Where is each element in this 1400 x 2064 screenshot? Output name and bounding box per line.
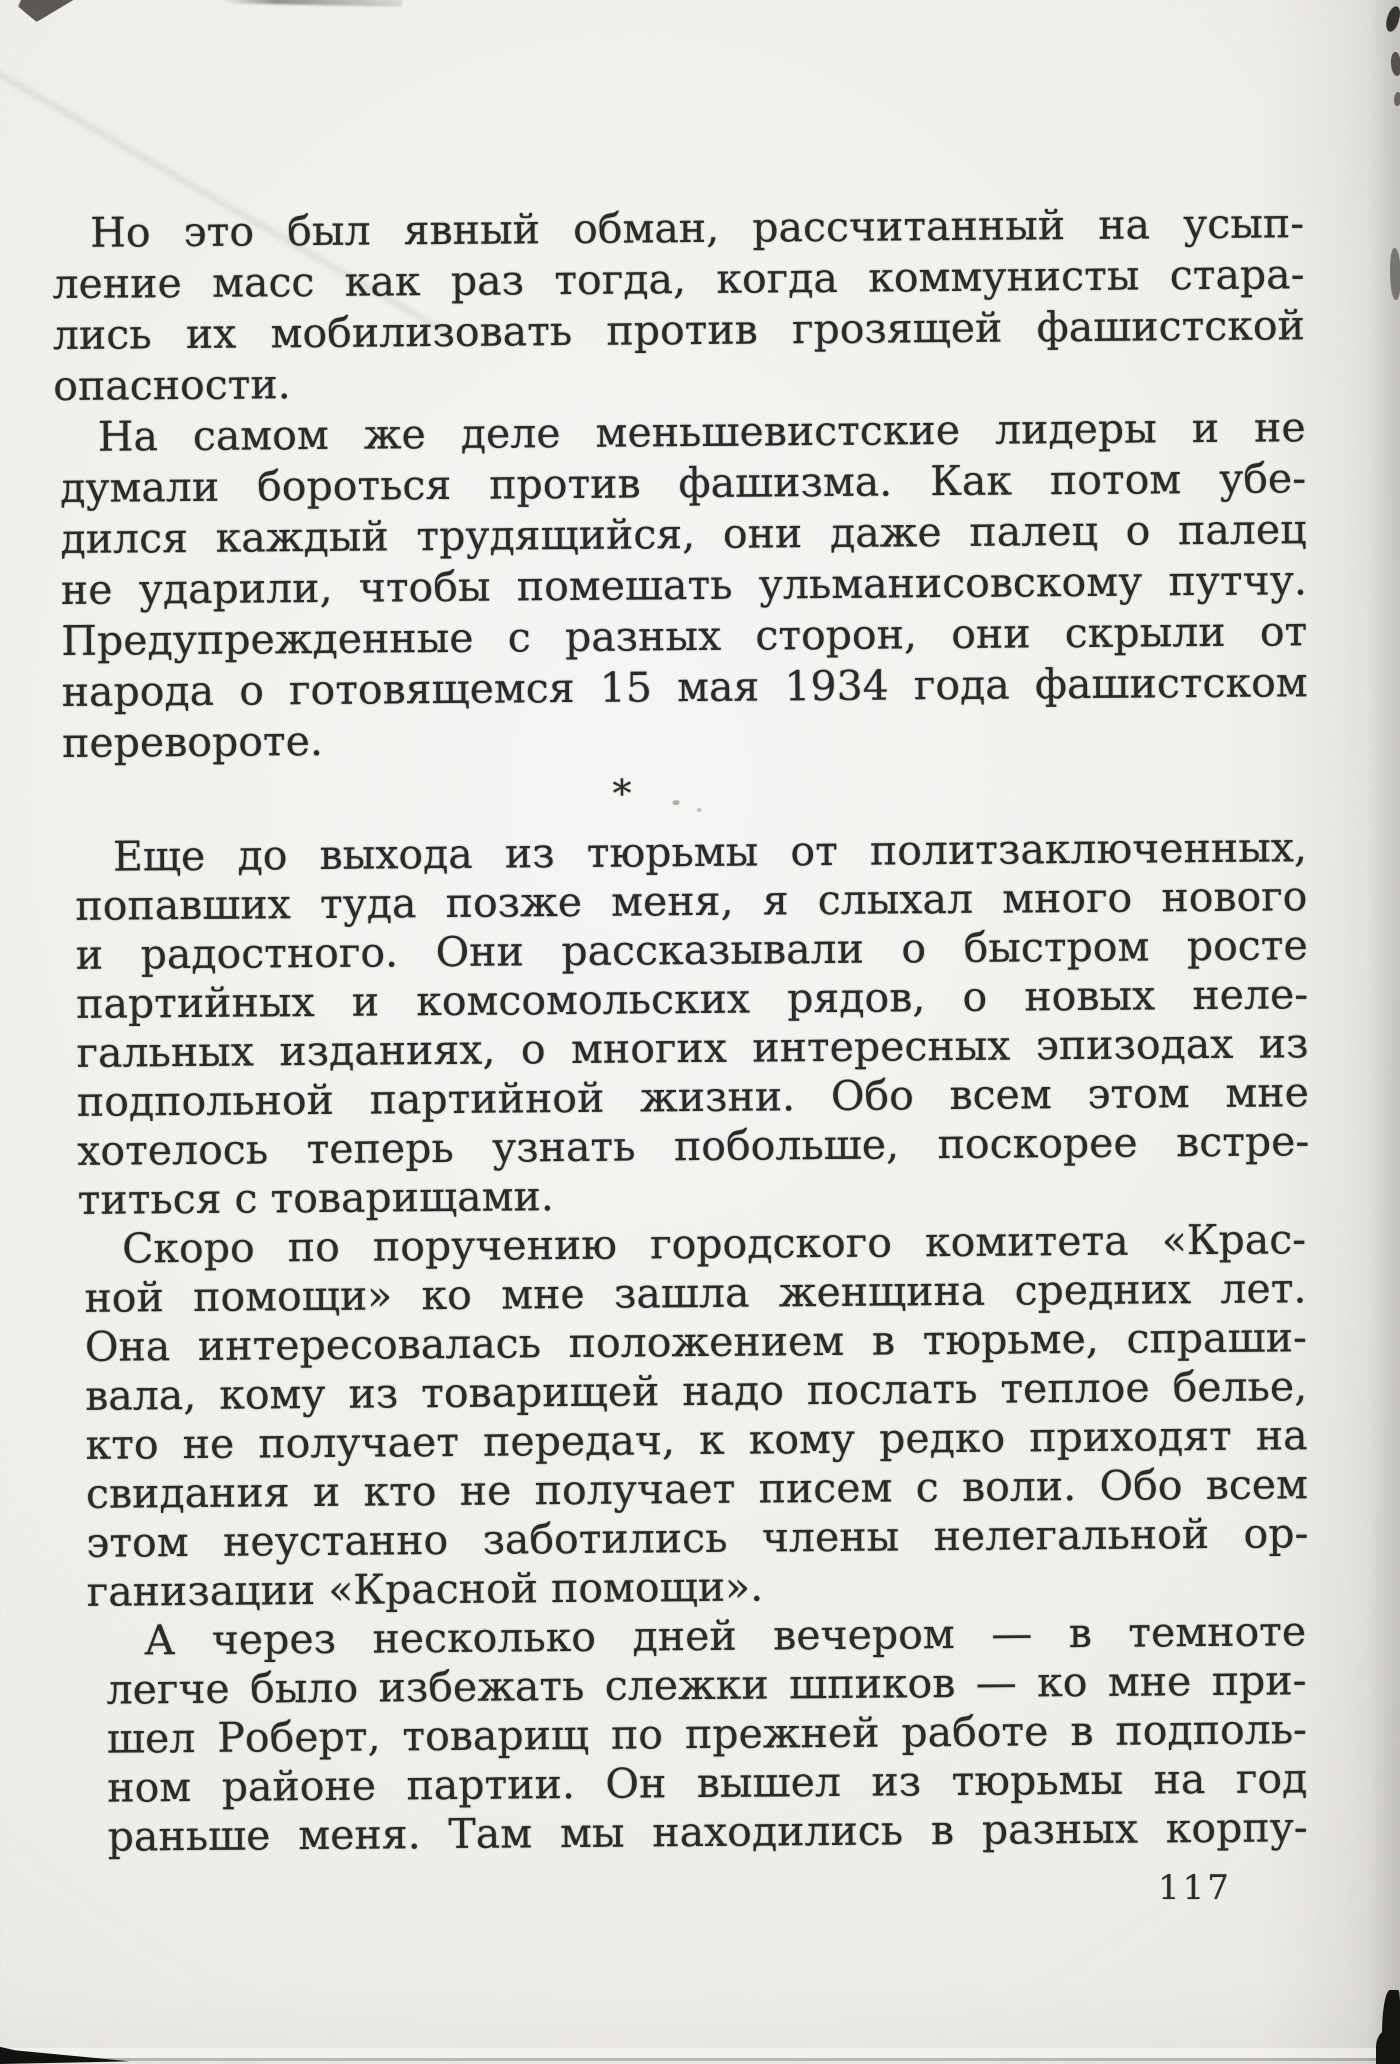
scan-artifact-bottom-edge	[0, 2048, 1400, 2058]
text-line: подпольной партийной жизни. Обо всем этом мне	[76, 1068, 1310, 1126]
text-line: титься с товарищами.	[77, 1172, 555, 1224]
text-line: легче было избежать слежки шпиков — ко мне при-	[106, 1656, 1307, 1714]
text-line: лись их мобилизовать против грозящей фашистской	[52, 301, 1306, 360]
scan-artifact-bottom-right-corner	[1382, 1990, 1400, 2064]
text-line: думали бороться против фашизма. Как потом убе-	[59, 454, 1307, 513]
section-separator	[4, 758, 1400, 833]
text-line: шел Роберт, товарищ по прежней работе в подполь-	[106, 1705, 1308, 1763]
paragraph	[106, 1607, 1308, 1861]
scan-artifact-bottom-left-corner	[0, 2042, 130, 2064]
paragraph	[84, 1215, 1309, 1617]
text-line: А через несколько дней вечером — в темноте	[143, 1607, 1307, 1665]
text-line: Скоро по поручению городского комитета «Крас-	[121, 1215, 1307, 1273]
text-line: партийных и комсомольских рядов, о новых неле-	[75, 970, 1309, 1028]
scan-artifact-bottom-line	[0, 2058, 1400, 2061]
text-line: этом неустанно заботились члены нелегальной ор-	[86, 1509, 1309, 1567]
text-line: ной помощи» ко мне зашла женщина средних лет.	[84, 1264, 1307, 1322]
text-line: дился каждый трудящийся, они даже палец о палец	[60, 505, 1307, 564]
text-line: свидания и кто не получает писем с воли. Обо всем	[85, 1460, 1309, 1518]
text-line: попавших туда позже меня, я слыхал много нового	[75, 872, 1308, 930]
scan-speck	[673, 800, 680, 805]
text-line: Еще до выхода из тюрьмы от политзаключенных,	[112, 823, 1308, 881]
text-block-bottom	[5, 822, 1400, 1862]
paragraph	[52, 198, 1306, 412]
scan-artifact-bottom-right-corner	[1376, 2030, 1400, 2064]
text-line: опасности.	[53, 360, 291, 411]
text-line: Предупрежденные с разных сторон, они скрыли от	[61, 607, 1308, 666]
text-line: перевороте.	[61, 716, 324, 767]
text-line: ном районе партии. Он вышел из тюрьмы на год	[107, 1754, 1308, 1812]
text-line: не ударили, чтобы помешать ульманисовскому путчу.	[60, 556, 1308, 615]
page-number: 117	[1158, 1868, 1232, 1908]
text-line: Она интересовалась положением в тюрьме, спраши-	[84, 1313, 1308, 1371]
text-line: хотелось теперь узнать побольше, поскорее встре-	[77, 1117, 1310, 1175]
scan-speck	[697, 808, 702, 812]
text-line: гальных изданиях, о многих интересных эпизодах из	[76, 1019, 1309, 1077]
text-block-top	[0, 197, 1400, 769]
text-line: и радостного. Они рассказывали о быстром росте	[75, 921, 1308, 979]
text-line: вала, кому из товарищей надо послать теплое белье,	[85, 1362, 1308, 1420]
text-line: раньше меня. Там мы находились в разных корпу-	[107, 1803, 1308, 1861]
text-line: кто не получает передач, к кому редко приходят на	[85, 1411, 1308, 1469]
paragraph	[60, 402, 1309, 769]
text-line: На самом же деле меньшевистские лидеры и не	[97, 403, 1306, 461]
text-line: Но это был явный обман, рассчитанный на усып-	[89, 199, 1305, 257]
text-line: ление масс как раз тогда, когда коммунисты стара-	[52, 250, 1305, 309]
text-line: народа о готовящемся 15 мая 1934 года фашистском	[61, 658, 1308, 717]
asterisk-separator: *	[612, 771, 632, 816]
text-line: ганизации «Красной помощи».	[86, 1562, 764, 1616]
paragraph	[75, 823, 1310, 1225]
